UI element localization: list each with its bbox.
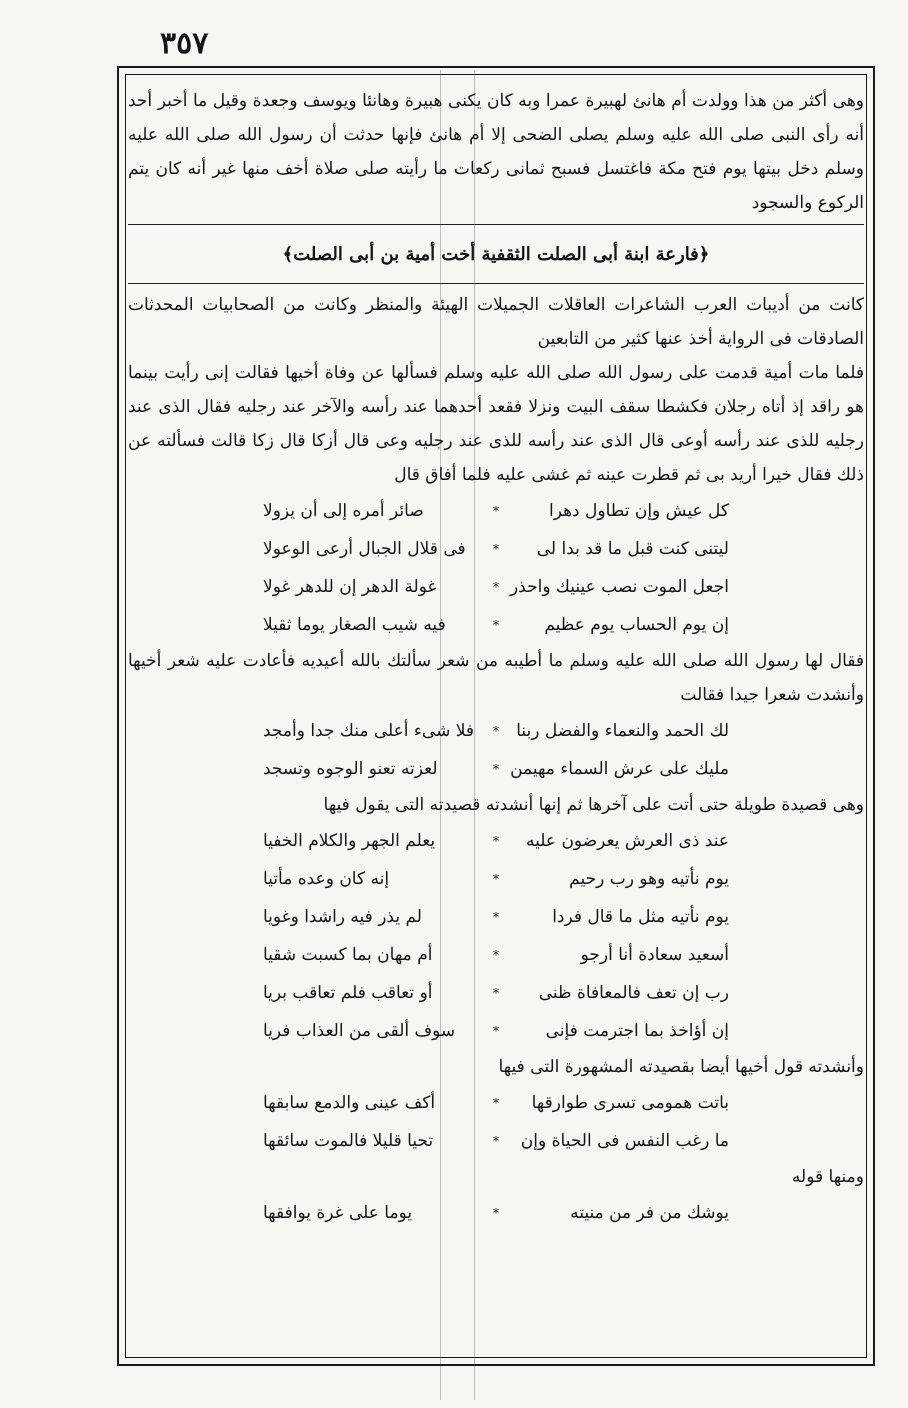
star-separator: * (493, 1096, 499, 1110)
intro-paragraph: وهى أكثر من هذا وولدت أم هانئ لهبيرة عمرا وبه كان يكنى هبيرة وهانئا ويوسف وجعدة وقيل ما أخبر أحد أنه رأى النبى صلى الله عليه وسلم يصلى الضحى إلا أم هانئ فإنها حدثت أن رسول الله صلى الله عليه وسلم دخل بيتها يوم فتح مكة فاغتسل فسبح ثمانى ركعات ما رأيته صلى صلاة أخف منها غير أنه كان يتم الركوع والسجود (128, 91, 864, 213)
hemistich-second: أو تعاقب فلم تعاقب بريا (263, 983, 433, 1003)
section-heading: ﴿فارعة ابنة أبى الصلت الثقفية أخت أمية بن أبى الصلت﴾ (282, 244, 710, 265)
star-separator: * (493, 504, 499, 518)
verse-line (128, 1122, 864, 1160)
hemistich-second: تحيا قليلا فالموت سائقها (263, 1131, 434, 1151)
star-separator: * (493, 986, 499, 1000)
hemistich-first: مليك على عرش السماء مهيمن (510, 759, 729, 779)
hemistich-first: عند ذى العرش يعرضون عليه (526, 831, 729, 851)
hemistich-second: إنه كان وعده مأتيا (263, 869, 390, 889)
star-separator: * (493, 724, 499, 738)
hemistich-first: أسعيد سعادة أنا أرجو (580, 945, 729, 965)
hemistich-first: إن يوم الحساب يوم عظيم (544, 615, 729, 635)
star-separator: * (493, 834, 499, 848)
star-separator: * (493, 1024, 499, 1038)
hemistich-second: فلا شىء أعلى منك جدا وأمجد (263, 721, 475, 741)
star-separator: * (493, 1206, 499, 1220)
verse-line (128, 606, 864, 644)
hemistich-second: صائر أمره إلى أن يزولا (263, 501, 424, 521)
verse-line (128, 860, 864, 898)
star-separator: * (493, 1134, 499, 1148)
hemistich-first: يوم نأتيه مثل ما قال فردا (552, 907, 729, 927)
star-separator: * (493, 910, 499, 924)
hemistich-second: سوف ألقى من العذاب فريا (263, 1021, 456, 1041)
hemistich-first: اجعل الموت نصب عينيك واحذر (509, 577, 729, 597)
verse-line (128, 750, 864, 788)
hemistich-second: أم مهان بما كسبت شقيا (263, 945, 433, 965)
poem-1 (128, 492, 864, 644)
recitation-paragraph: وأنشدته قول أخيها أيضا بقصيدته المشهورة التى فيها (498, 1057, 864, 1077)
hemistich-first: كل عيش وإن تطاول دهرا (548, 501, 729, 521)
divider (128, 224, 864, 225)
bio-paragraph: كانت من أديبات العرب الشاعرات العاقلات الجميلات الهيئة والمنظر وكانت من الصحابيات المحدثات الصادقات فى الرواية أخذ عنها كثير من التابعين (128, 295, 864, 349)
divider (128, 283, 864, 284)
hemistich-second: فى قلال الجبال أرعى الوعولا (263, 539, 466, 559)
hemistich-first: إن أؤاخذ بما اجترمت فإنى (545, 1021, 729, 1041)
verse-line (128, 712, 864, 750)
story-paragraph: فلما مات أمية قدمت على رسول الله صلى الله عليه وسلم فسألها عن وفاة أخيها فقالت إنى رأيت بينما هو راقد إذ أتاه رجلان فكشطا سقف البيت ونزلا فقعد أحدهما عند رأسه والآخر عند رجليه فقال الذى عند رجليه للذى عند رأسه أوعى قال الذى عند رأسه للذى عند رجليه وعى قال أزكا قال زكا قالت فسألته عن ذلك فقال خيرا أريد بى ثم قطرت عينه ثم غشى عليه فلما أفاق قال (128, 363, 864, 485)
hemistich-first: ما رغب النفس فى الحياة وإن (520, 1131, 729, 1151)
verse-line (128, 898, 864, 936)
star-separator: * (493, 618, 499, 632)
hemistich-second: غولة الدهر إن للدهر غولا (263, 577, 437, 597)
hemistich-second: يوما على غرة يوافقها (263, 1203, 413, 1223)
page-content (128, 84, 864, 1232)
poem-2 (128, 712, 864, 788)
hemistich-first: لك الحمد والنعماء والفضل ربنا (516, 721, 729, 741)
hemistich-first: رب إن تعف فالمعافاة ظنى (538, 983, 729, 1003)
hemistich-first: يوم نأتيه وهو رب رحيم (569, 869, 729, 889)
hemistich-first: ليتنى كنت قبل ما قد بدا لى (536, 539, 729, 559)
verse-line (128, 530, 864, 568)
poem-3 (128, 822, 864, 1050)
star-separator: * (493, 872, 499, 886)
hemistich-second: لعزته تعنو الوجوه وتسجد (263, 759, 438, 779)
star-separator: * (493, 580, 499, 594)
verse-line (128, 568, 864, 606)
response-paragraph: فقال لها رسول الله صلى الله عليه وسلم ما أطيبه من شعر سألتك بالله أعيديه فأعادت عليه شعر أخيها وأنشدت شعرا جيدا فقالت (128, 651, 864, 705)
verse-line (128, 822, 864, 860)
hemistich-first: يوشك من فر من منيته (570, 1203, 729, 1223)
verse-line (128, 1084, 864, 1122)
hemistich-second: لم يذر فيه راشدا وغويا (263, 907, 422, 927)
verse-line (128, 1012, 864, 1050)
star-separator: * (493, 948, 499, 962)
transition-paragraph: وهى قصيدة طويلة حتى أتت على آخرها ثم إنها أنشدته قصيدته التى يقول فيها (323, 795, 864, 815)
star-separator: * (493, 762, 499, 776)
hemistich-second: أكف عينى والدمع سابقها (263, 1093, 436, 1113)
verse-line (128, 936, 864, 974)
hemistich-second: فيه شيب الصغار يوما ثقيلا (263, 615, 446, 635)
poem-4 (128, 1084, 864, 1160)
verse-line (128, 974, 864, 1012)
poem-5 (128, 1194, 864, 1232)
star-separator: * (493, 542, 499, 556)
verse-line (128, 1194, 864, 1232)
verse-line (128, 492, 864, 530)
page-number: ٣٥٧ (160, 26, 209, 61)
closing-paragraph: ومنها قوله (791, 1167, 864, 1187)
hemistich-second: يعلم الجهر والكلام الخفيا (263, 831, 436, 851)
hemistich-first: باتت همومى تسرى طوارقها (531, 1093, 729, 1113)
